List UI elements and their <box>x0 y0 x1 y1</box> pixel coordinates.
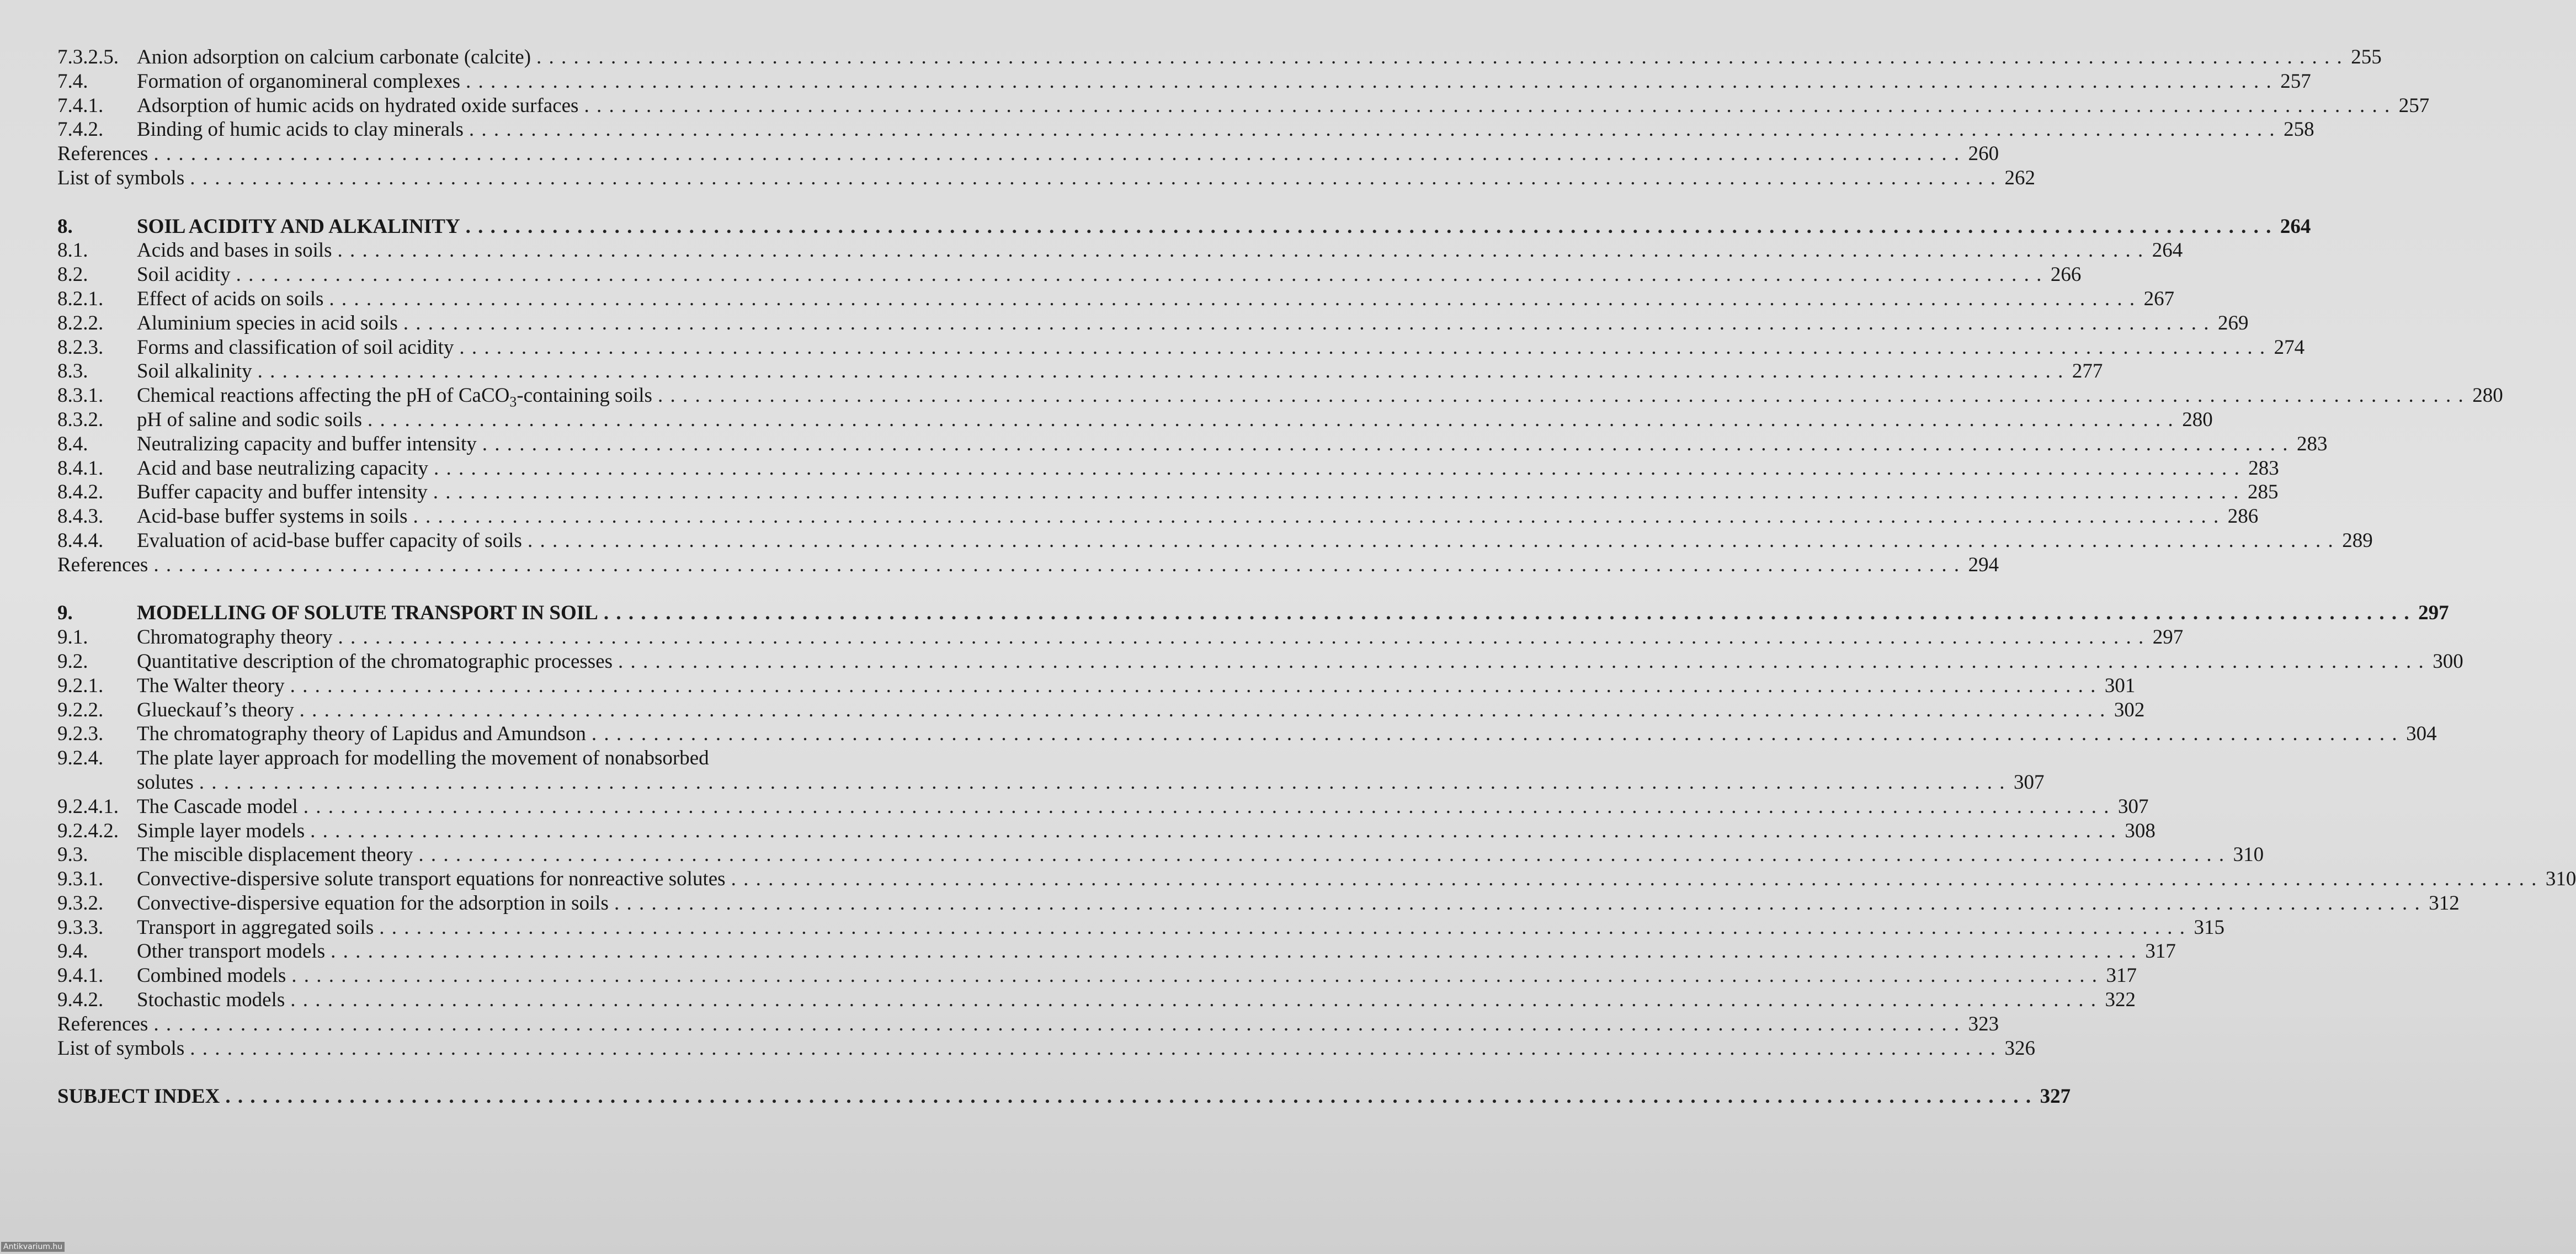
toc-entry <box>57 359 2103 384</box>
entry-title: Acid-base buffer systems in soils <box>137 505 408 528</box>
entry-title-continuation: solutes <box>137 771 194 794</box>
dot-leader <box>290 674 2097 698</box>
entry-number: 9.3.1. <box>57 868 104 891</box>
dot-leader <box>466 70 2272 94</box>
toc-entry <box>57 529 2373 553</box>
toc-entry <box>57 311 2249 336</box>
dot-leader <box>153 1012 1960 1037</box>
toc-entry <box>57 263 2082 287</box>
entry-number: 8.4.3. <box>57 505 104 528</box>
entry-title-part: Chemical reactions affecting the pH of CaCO <box>137 384 510 407</box>
dot-leader <box>153 142 1960 166</box>
toc-entry <box>57 722 2437 746</box>
entry-title: References <box>57 1012 148 1035</box>
dot-leader <box>310 819 2117 843</box>
entry-number: 9.2.4.1. <box>57 795 119 818</box>
entry-title: Evaluation of acid-base buffer capacity of soils <box>137 529 522 552</box>
entry-title: Acid and base neutralizing capacity <box>137 456 429 480</box>
entry-page: 308 <box>2125 819 2155 842</box>
entry-title: The Cascade model <box>137 795 298 818</box>
entry-page: 294 <box>1968 553 1999 576</box>
entry-page: 297 <box>2152 626 2184 649</box>
toc-chapter-9 <box>57 601 2449 625</box>
toc-entry-references <box>57 142 1999 166</box>
toc-entry <box>57 336 2305 360</box>
entry-page: 315 <box>2194 916 2224 939</box>
dot-leader <box>199 771 2006 795</box>
entry-title-part: -containing soils <box>517 384 652 407</box>
entry-number: 7.4. <box>57 70 88 93</box>
entry-number: 8.4.1. <box>57 456 104 480</box>
entry-title: The chromatography theory of Lapidus and Amundson <box>137 722 586 746</box>
entry-page: 302 <box>2114 698 2145 721</box>
dot-leader <box>528 529 2334 553</box>
toc-entry <box>57 891 2460 916</box>
dot-leader <box>153 553 1960 577</box>
entry-title <box>137 384 652 408</box>
watermark: Antikvarium.hu <box>1 1242 65 1252</box>
toc-entry <box>57 384 2503 410</box>
entry-title: Combined models <box>137 964 286 987</box>
toc-entry-list-of-symbols <box>57 166 2035 190</box>
entry-number: 8.3. <box>57 360 88 383</box>
dot-leader <box>331 939 2137 964</box>
entry-title: References <box>57 553 148 576</box>
entry-number: 8.4.4. <box>57 529 104 552</box>
toc-entry-references <box>57 553 1999 577</box>
subscript: 3 <box>509 394 517 410</box>
toc-entry <box>57 625 2184 650</box>
section-spacer <box>57 1060 891 1085</box>
entry-page: 312 <box>2429 891 2460 915</box>
dot-leader <box>413 504 2220 529</box>
entry-page: 289 <box>2342 529 2373 552</box>
entry-page: 327 <box>2040 1085 2071 1108</box>
toc-entry-wrapped <box>57 746 891 771</box>
entry-page: 283 <box>2248 456 2279 480</box>
dot-leader <box>482 432 2289 456</box>
entry-title: Acids and bases in soils <box>137 239 332 262</box>
entry-title: List of symbols <box>57 1037 185 1060</box>
dot-leader <box>614 891 2421 916</box>
entry-title: Binding of humic acids to clay minerals <box>137 118 464 141</box>
toc-entry <box>57 988 2136 1012</box>
entry-page: 322 <box>2105 989 2136 1012</box>
toc-entry <box>57 964 2137 988</box>
toc-entry <box>57 698 2145 722</box>
toc-entry-list-of-symbols <box>57 1037 2035 1061</box>
entry-page: 310 <box>2233 843 2264 867</box>
toc-entry <box>57 795 2149 819</box>
dot-leader <box>190 1037 1997 1061</box>
dot-leader <box>433 480 2240 504</box>
dot-leader <box>469 118 2276 142</box>
entry-title: Forms and classification of soil acidity <box>137 336 454 359</box>
entry-page: 301 <box>2104 674 2136 697</box>
entry-page: 274 <box>2274 336 2305 359</box>
entry-page: 310 <box>2545 868 2576 891</box>
toc-entry <box>57 94 2430 118</box>
dot-leader <box>459 336 2266 360</box>
dot-leader <box>304 795 2110 819</box>
entry-title: Stochastic models <box>137 989 285 1012</box>
entry-page: 300 <box>2433 650 2463 673</box>
entry-number: 7.4.1. <box>57 94 104 117</box>
dot-leader <box>290 988 2097 1012</box>
entry-number: 9.1. <box>57 626 88 649</box>
entry-page: 280 <box>2472 384 2503 407</box>
dot-leader <box>368 408 2174 432</box>
entry-number: 9.2.4. <box>57 747 104 770</box>
toc-entry <box>57 118 2314 142</box>
entry-title: Glueckauf’s theory <box>137 698 294 721</box>
dot-leader <box>403 311 2210 336</box>
toc-subject-index <box>57 1085 2071 1109</box>
dot-leader <box>329 287 2136 311</box>
entry-number: 9. <box>57 602 73 625</box>
dot-leader <box>338 238 2144 263</box>
dot-leader <box>466 215 2272 239</box>
entry-page: 280 <box>2182 408 2213 431</box>
toc-entry <box>57 867 2576 891</box>
entry-page: 307 <box>2014 771 2045 794</box>
entry-title: SOIL ACIDITY AND ALKALINITY <box>137 215 460 238</box>
dot-leader <box>731 867 2538 891</box>
entry-title: Soil alkalinity <box>137 360 252 383</box>
entry-page: 260 <box>1968 142 1999 166</box>
toc-entry <box>57 432 2328 456</box>
entry-number: 8.2.1. <box>57 287 104 310</box>
entry-number: 8.3.2. <box>57 408 104 431</box>
dot-leader <box>536 45 2343 70</box>
entry-number: 9.2.3. <box>57 722 104 746</box>
entry-page: 285 <box>2247 481 2279 504</box>
dot-leader <box>592 722 2398 746</box>
entry-page: 307 <box>2118 795 2149 818</box>
entry-page: 255 <box>2351 46 2382 68</box>
toc-entry <box>57 843 2264 867</box>
entry-number: 8.4.2. <box>57 481 104 504</box>
toc-entry <box>57 45 2382 70</box>
toc-entry <box>57 504 2259 529</box>
entry-number: 9.4.1. <box>57 964 104 987</box>
entry-number: 8.2.2. <box>57 311 104 334</box>
dot-leader <box>434 456 2240 481</box>
entry-page: 269 <box>2217 311 2249 334</box>
table-of-contents <box>57 45 2576 1109</box>
entry-page: 267 <box>2143 287 2175 310</box>
dot-leader <box>236 263 2043 287</box>
entry-title: Simple layer models <box>137 819 305 842</box>
dot-leader <box>225 1085 2032 1109</box>
entry-title: The plate layer approach for modelling the movement of nonabsorbed <box>137 747 709 770</box>
entry-title: Convective-dispersive equation for the adsorption in soils <box>137 891 609 915</box>
dot-leader <box>338 625 2145 650</box>
entry-page: 326 <box>2004 1037 2035 1060</box>
entry-number: 9.3.3. <box>57 916 104 939</box>
entry-title: Effect of acids on soils <box>137 287 324 310</box>
dot-leader <box>379 916 2186 940</box>
toc-entry <box>57 408 2213 432</box>
toc-entry <box>57 238 2183 263</box>
dot-leader <box>300 698 2106 722</box>
entry-title: Convective-dispersive solute transport equations for nonreactive solutes <box>137 868 726 891</box>
entry-page: 317 <box>2106 964 2137 987</box>
dot-leader <box>418 843 2225 867</box>
toc-entry <box>57 674 2136 698</box>
toc-entry <box>57 480 2279 504</box>
dot-leader <box>291 964 2098 988</box>
entry-title: The miscible displacement theory <box>137 843 413 867</box>
entry-title: List of symbols <box>57 166 185 189</box>
entry-title: Transport in aggregated soils <box>137 916 374 939</box>
section-spacer <box>57 190 891 215</box>
entry-number: 9.3. <box>57 843 88 867</box>
entry-number: 8. <box>57 215 73 238</box>
entry-number: 9.4.2. <box>57 989 104 1012</box>
entry-title: Quantitative description of the chromatographic processes <box>137 650 613 673</box>
toc-entry <box>57 939 2176 964</box>
dot-leader <box>584 94 2391 118</box>
entry-page: 283 <box>2297 432 2328 455</box>
entry-title: Neutralizing capacity and buffer intensity <box>137 432 477 455</box>
entry-page: 266 <box>2050 263 2082 286</box>
entry-number: 9.4. <box>57 940 88 963</box>
entry-page: 257 <box>2398 94 2430 117</box>
entry-page: 297 <box>2418 602 2449 625</box>
entry-number: 9.2. <box>57 650 88 673</box>
entry-title: Other transport models <box>137 940 326 963</box>
entry-title: Aluminium species in acid soils <box>137 311 398 334</box>
toc-entry-continuation <box>57 771 2045 795</box>
entry-title: Formation of organomineral complexes <box>137 70 461 93</box>
entry-title: The Walter theory <box>137 674 285 697</box>
entry-number: 8.2. <box>57 263 88 286</box>
toc-entry-references <box>57 1012 1999 1037</box>
toc-chapter-8 <box>57 215 2311 239</box>
entry-title: References <box>57 142 148 166</box>
entry-title: pH of saline and sodic soils <box>137 408 362 431</box>
toc-entry <box>57 456 2279 481</box>
entry-title: Buffer capacity and buffer intensity <box>137 481 428 504</box>
entry-number: 8.2.3. <box>57 336 104 359</box>
entry-number: 7.4.2. <box>57 118 104 141</box>
entry-page: 323 <box>1968 1012 1999 1035</box>
entry-page: 277 <box>2072 360 2103 383</box>
entry-title: Adsorption of humic acids on hydrated oxide surfaces <box>137 94 579 117</box>
dot-leader <box>258 359 2064 384</box>
entry-title: Chromatography theory <box>137 626 333 649</box>
entry-number: 8.4. <box>57 432 88 455</box>
entry-page: 286 <box>2227 505 2259 528</box>
entry-title: Soil acidity <box>137 263 231 286</box>
toc-entry <box>57 287 2175 311</box>
entry-page: 264 <box>2280 215 2311 238</box>
entry-page: 257 <box>2280 70 2311 93</box>
dot-leader <box>190 166 1997 190</box>
entry-title: SUBJECT INDEX <box>57 1085 220 1108</box>
toc-entry <box>57 650 2463 674</box>
section-spacer <box>57 577 891 602</box>
entry-number: 8.3.1. <box>57 384 104 407</box>
toc-entry <box>57 70 2311 94</box>
toc-entry <box>57 819 2155 843</box>
entry-page: 262 <box>2004 166 2035 189</box>
entry-number: 7.3.2.5. <box>57 46 119 68</box>
entry-page: 304 <box>2406 722 2437 746</box>
entry-page: 317 <box>2145 940 2176 963</box>
dot-leader <box>658 384 2465 408</box>
entry-page: 264 <box>2152 239 2183 262</box>
entry-number: 9.3.2. <box>57 891 104 915</box>
dot-leader <box>618 650 2425 674</box>
toc-entry <box>57 916 2224 940</box>
dot-leader <box>604 601 2410 625</box>
entry-title: Anion adsorption on calcium carbonate (calcite) <box>137 46 531 68</box>
entry-number: 9.2.4.2. <box>57 819 119 842</box>
entry-page: 258 <box>2284 118 2314 141</box>
entry-number: 8.1. <box>57 239 88 262</box>
entry-number: 9.2.2. <box>57 698 104 721</box>
entry-title: MODELLING OF SOLUTE TRANSPORT IN SOIL <box>137 602 598 625</box>
entry-number: 9.2.1. <box>57 674 104 697</box>
